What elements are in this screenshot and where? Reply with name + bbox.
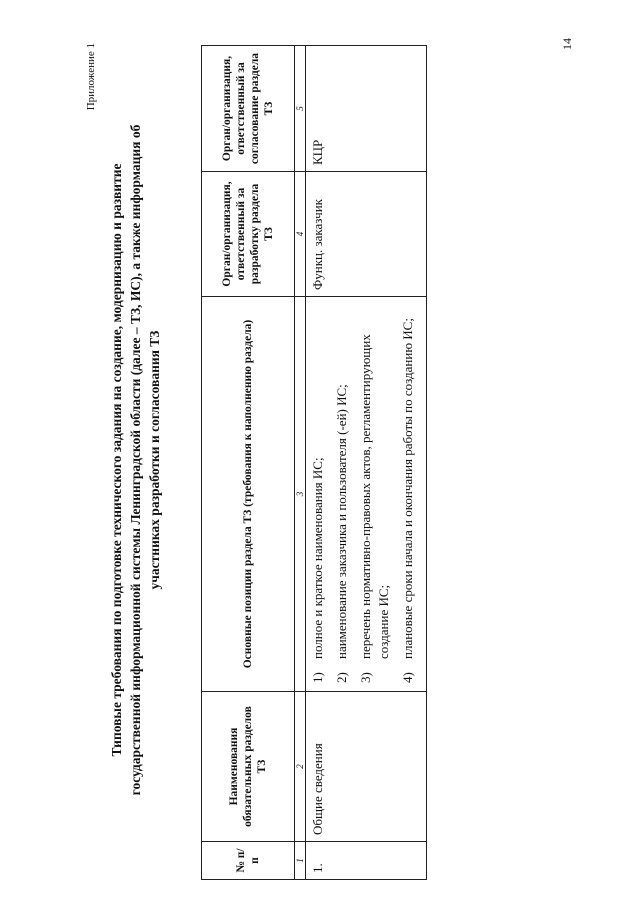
row-positions <box>306 297 427 692</box>
list-item: 3) перечень нормативно-правовых актов, регламентирующих создание ИС; <box>358 334 391 683</box>
positions-list <box>309 303 417 685</box>
requirements-table <box>201 45 427 880</box>
row-developer: Функц. заказчик <box>306 172 427 297</box>
header-num: № п/п <box>202 842 295 880</box>
appendix-label: Приложение 1 <box>85 43 97 111</box>
list-item: 2) наименование заказчика и пользователя (-ей) ИС; <box>334 384 349 683</box>
header-approver: Орган/организация, ответственный за согласование раздела ТЗ <box>202 46 295 172</box>
document-page <box>85 35 555 880</box>
column-number: 2 <box>295 692 306 842</box>
row-section: Общие сведения <box>306 692 427 842</box>
document-title: Типовые требования по подготовке технического задания на создание, модернизацию и развитие государственной информационной системы Ленинградской области (далее – ТЗ, ИС), а также информация об участниках разработки и согласования ТЗ <box>109 124 162 796</box>
header-positions: Основные позиции раздела ТЗ (требования к наполнению раздела) <box>202 297 295 692</box>
column-number: 4 <box>295 172 306 297</box>
list-item: 1) полное и краткое наименования ИС; <box>310 457 325 683</box>
table-column-numbers-row <box>295 46 306 880</box>
column-number: 5 <box>295 46 306 172</box>
column-number: 1 <box>295 842 306 880</box>
table-header-row <box>202 46 295 880</box>
table-row <box>306 46 427 880</box>
list-item: 4) плановые сроки начала и окончания работы по созданию ИС; <box>400 318 415 683</box>
header-developer: Орган/организация, ответственный за разработку раздела ТЗ <box>202 172 295 297</box>
column-number: 3 <box>295 297 306 692</box>
row-approver: КЦР <box>306 46 427 172</box>
header-section: Наименования обязательных разделов ТЗ <box>202 692 295 842</box>
page-number: 14 <box>560 38 574 50</box>
row-number: 1. <box>306 842 427 880</box>
